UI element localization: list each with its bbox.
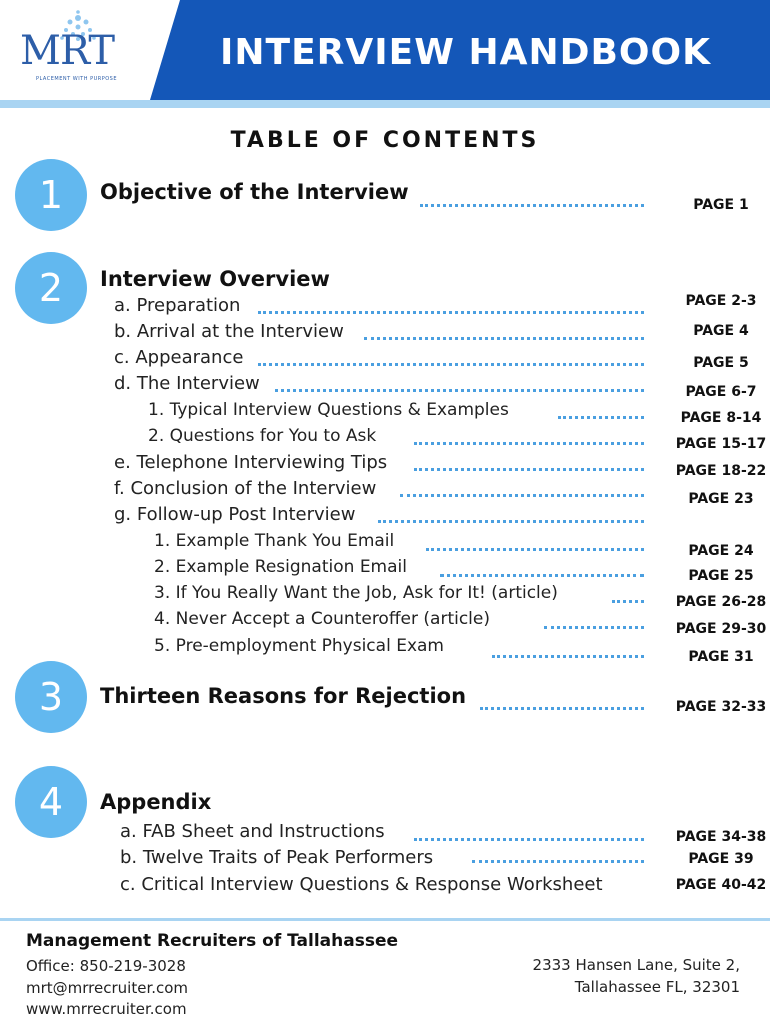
section-number-badge: 2 [15,252,87,324]
section-title[interactable]: Thirteen Reasons for Rejection [100,684,467,708]
dot-leader [492,655,644,658]
toc-item[interactable]: a. FAB Sheet and Instructions [120,821,385,842]
toc-subitem[interactable]: 2. Questions for You to Ask [148,426,377,446]
toc-item[interactable]: e. Telephone Interviewing Tips [114,452,388,473]
footer-divider [0,918,770,921]
page-reference: PAGE 1 [693,197,749,213]
section-title[interactable]: Interview Overview [100,267,330,291]
dot-leader [275,389,644,392]
dot-leader [400,494,644,497]
toc-item[interactable]: b. Arrival at the Interview [114,321,344,342]
page-reference: PAGE 25 [688,568,754,584]
section-number-badge: 3 [15,661,87,733]
dot-leader [414,838,644,841]
page-reference: PAGE 40-42 [675,877,767,893]
page-reference: PAGE 29-30 [675,621,767,637]
dot-leader [558,416,644,419]
dot-leader [440,574,644,577]
section-title[interactable]: Objective of the Interview [100,180,409,204]
toc-subitem[interactable]: 4. Never Accept a Counteroffer (article) [154,609,490,629]
page-reference: PAGE 2-3 [685,293,757,309]
dot-leader [480,707,644,710]
page-reference: PAGE 18-22 [675,463,767,479]
section-number-badge: 4 [15,766,87,838]
dot-leader [258,311,644,314]
section-number-badge: 1 [15,159,87,231]
dot-leader [258,363,644,366]
toc-subitem[interactable]: 5. Pre-employment Physical Exam [154,636,444,656]
company-name: Management Recruiters of Tallahassee [26,931,399,951]
toc-item[interactable]: d. The Interview [114,373,260,394]
toc-subitem[interactable]: 1. Typical Interview Questions & Examples [148,400,509,420]
office-phone[interactable]: Office: 850-219-3028 [26,957,186,975]
toc-item[interactable]: c. Appearance [114,347,244,368]
page-reference: PAGE 23 [688,491,754,507]
page-reference: PAGE 39 [688,851,754,867]
toc-item[interactable]: b. Twelve Traits of Peak Performers [120,847,434,868]
toc-subitem[interactable]: 1. Example Thank You Email [154,531,395,551]
dot-leader [426,548,644,551]
page-reference: PAGE 34-38 [675,829,767,845]
header-underline [0,100,770,108]
toc-subitem[interactable]: 3. If You Really Want the Job, Ask for It! (article) [154,583,558,603]
address-line-1: 2333 Hansen Lane, Suite 2, [532,956,740,974]
address-line-2: Tallahassee FL, 32301 [574,978,740,996]
email-link[interactable]: mrt@mrrecruiter.com [26,979,189,997]
page-title: INTERVIEW HANDBOOK [220,32,712,73]
dot-leader [420,204,644,207]
toc-item[interactable]: g. Follow-up Post Interview [114,504,356,525]
toc-item[interactable]: a. Preparation [114,295,241,316]
dot-leader [364,337,644,340]
page-reference: PAGE 32-33 [675,699,767,715]
toc-subitem[interactable]: 2. Example Resignation Email [154,557,407,577]
dot-leader [378,520,644,523]
page-reference: PAGE 8-14 [680,410,762,426]
logo-text: MRT [20,28,115,74]
website-link[interactable]: www.mrrecruiter.com [26,1000,187,1018]
logo-tagline: PLACEMENT WITH PURPOSE [36,76,118,82]
page-reference: PAGE 26-28 [675,594,767,610]
page-reference: PAGE 4 [693,323,749,339]
dot-leader [414,442,644,445]
page-reference: PAGE 24 [688,543,754,559]
page-reference: PAGE 6-7 [685,384,757,400]
dot-leader [472,860,644,863]
dot-leader [612,600,644,603]
section-title[interactable]: Appendix [100,790,212,814]
dot-leader [414,468,644,471]
page-reference: PAGE 31 [688,649,754,665]
dot-leader [544,626,644,629]
page-reference: PAGE 5 [693,355,749,371]
toc-item[interactable]: f. Conclusion of the Interview [114,478,377,499]
toc-heading: TABLE OF CONTENTS [230,128,540,153]
page-reference: PAGE 15-17 [675,436,767,452]
toc-item[interactable]: c. Critical Interview Questions & Response Worksheet [120,874,603,895]
